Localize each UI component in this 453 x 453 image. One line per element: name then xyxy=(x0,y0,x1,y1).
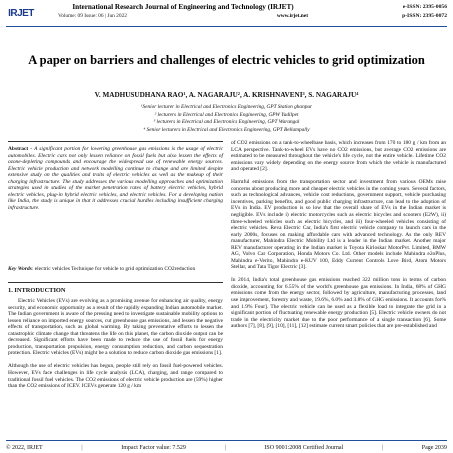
paper-title: A paper on barriers and challenges of electric vehicles to grid optimization xyxy=(28,53,425,67)
iso-certification: ISO 9001:2008 Certified Journal xyxy=(264,444,344,451)
journal-info xyxy=(38,3,328,20)
keywords-text: : electric vehicles Technique for vehicle to grid optimization CO2reduction xyxy=(31,266,196,272)
keywords xyxy=(8,266,223,273)
e-issn: e-ISSN: 2395-0056 xyxy=(402,4,447,10)
paragraph: In 2014, India's total greenhouse gas emissions reached 322 million tons in terms of carbon dioxide, accounting for 6.55% of the world's greenhouse gas emissions. In India, 68% of GHG emissions come from the energy sector, followed by agriculture, manufacturing processes, land use improvement, forestry and waste, 19.6%, 6.0% and 3.8% of GHG emissions. It accounts for% and 1.9% Four]. The electric vehicle can be used as a flexible load to integrate the grid in a significant portion of fluctuating renewable energy production [5]. Electric vehicle owners do not trade in the electricity market due to the poor performance of a single transaction [6]. Some authors [7], [8], [9], [10], [11], [12] estimate current smart policies that are pre-established and xyxy=(231,277,446,330)
paragraph: Harmful emissions from the transportation sector and investment from various OEMs raise concerns about producing more and cheaper electric vehicles in the coming years. Several factors, such as technological advances, vehicle cost reductions, government support, vehicle purchasing incentives, parking benefits, and good public charging infrastructure, can lead to the adoption of EVs in India. EV production is so low that the overall share of EVs in the Indian market is negligible. EVs include i) electric motorcycles such as electric bicycles and scooters (E2W), ii) three-wheeled vehicles such as electric bicycles, and iii) four-wheeled vehicles consisting of electric vehicles. Reva Electric Car, India's first electric vehicle company to launch cars in the early 2000s, focuses on making affordable cars with advanced technology. As the only REV manufacturer, Mahindra Electric Mobility Ltd is a leader in the Indian market. Another major REV manufacturer operating in the Indian market is Toyota Kirloskar MotorPvt. Limited, BMW AG, Volvo Car Corporation, Honda Motors Co. Ltd. Other models include Mahindra e2oPlus, Mahindra e-Verito, Mahindra e-KUV 100, Eddy Current Controls Love Bird, Atom Motors Stellar, and Tata Tigor Electric [3]. xyxy=(231,179,446,271)
abstract-bottom-rule xyxy=(8,282,223,283)
affiliation-4: ⁴ Senior lecturers in Electrical and Electronics Engineering, GPT Bellampally xyxy=(143,126,310,133)
volume-issue: Volume: 09 Issue: 06 | Jun 2022 xyxy=(58,13,127,19)
logo-text: IRJET xyxy=(8,7,34,19)
page-number: Page 2039 xyxy=(421,444,447,451)
abstract xyxy=(8,146,223,211)
abstract-label: Abstract - xyxy=(8,146,35,152)
copyright: © 2022, IRJET xyxy=(6,444,43,451)
journal-meta xyxy=(58,12,308,20)
journal-header xyxy=(6,3,447,25)
paragraph: Although the use of electric vehicles has begun, people still rely on fossil fuel-powered vehicles. However, EVs face challenges in life cycle analysis (LCA), charging, and range compared to traditional fossil fuel vehicles. The CO2 emissions of electric vehicle production are (59%) higher than the CO2 emissions of ICEV. ICEVs generate 120 g / km xyxy=(8,363,223,390)
affiliation-1: ¹Senior lecturer in Electrical and Electronics Engineering, GPT Station ghanpur xyxy=(140,104,313,110)
abstract-top-rule xyxy=(8,141,223,142)
footer-separator: | xyxy=(81,444,83,451)
author-list: V. MADHUSUDHANA RAO¹, A. NAGARAJU², A. KRISHNAVENI³, S. NAGARAJU⁴ xyxy=(94,91,359,99)
paragraph: Electric Vehicles (EVs) are evolving as a promising avenue for enhancing air quality, energy security, and economic opportunity as a result of the rapidly expanding Indian automobile market. The Indian government is aware of the pressing need to investigate sustainable mobility options to lessen reliance on imported energy sources, cut greenhouse gas emissions, and lessen the negative effects of transportation, such as global warming. By taking preventative efforts to lessen the catastrophic climate change that threatens the life on this planet, the carbon dioxide output can be decreased. Significant efforts have been made to reduce the use of fossil fuels for energy production, transportation propulsion, energy consumption reduction, and carbon sequestration protection. Electric vehicles (EVs) might be a solution to reduce carbon dioxide gas emissions [1]. xyxy=(8,298,223,357)
footer-divider xyxy=(6,440,447,441)
journal-url[interactable]: www.irjet.net xyxy=(276,13,308,19)
irjet-logo xyxy=(6,3,36,23)
issn-block xyxy=(357,3,447,20)
left-column-body xyxy=(8,298,223,396)
page-footer xyxy=(6,443,447,452)
footer-separator: | xyxy=(224,444,226,451)
right-column-body xyxy=(231,140,446,336)
impact-factor: Impact Factor value: 7.529 xyxy=(121,444,186,451)
section-heading-introduction: 1. INTRODUCTION xyxy=(8,287,66,294)
keywords-label: Key Words xyxy=(8,266,32,272)
header-divider xyxy=(6,26,447,27)
paragraph: of CO2 emissions on a tank-to-wheelbase basis, which increases from 170 to 180 g / km from an LCA perspective. Tank-to-wheel EVs have no CO2 emissions, but average CO2 emissions are estimated to be measured throughout the vehicle's life cycle, not the entire vehicle. Lifetime CO2 emissions vary widely depending on the energy source from which the vehicle is manufactured and operated [2]. xyxy=(231,140,446,173)
p-issn: p-ISSN: 2395-0072 xyxy=(402,12,447,19)
affiliation-2: ² lecturers in Electrical and Electronics Engineering, GPW Yadilpet xyxy=(154,111,299,118)
footer-separator: | xyxy=(381,444,384,451)
affiliation-3: ³ lecturers in Electrical and Electronics Engineering, GPT Warangal xyxy=(153,119,300,125)
abstract-text: A significant portion for lowering greenhouse gas emissions is the usage of electric automobiles. Electric cars not only lessen reliance on fossil fuels but also lessen the effects of ozone-depleting compounds and encourage the widespread use of renewable energy sources. Electric vehicle production and network modelling continue to change and are limited despite extensive study on the qualities and traits of electric vehicles as well as the makeup of their charging infrastructure. The study addresses the various modelling approaches and optimization strategies used in studies of the market penetration rates of battery electric vehicles, hybrid electric vehicles, plug-in hybrid electric vehicles, and electric vehicles. For a developing nation like India, the study is unique in that it addresses crucial hurdles including insufficient charging infrastructure. xyxy=(8,146,224,211)
journal-name: International Research Journal of Engineering and Technology (IRJET) xyxy=(72,3,294,11)
